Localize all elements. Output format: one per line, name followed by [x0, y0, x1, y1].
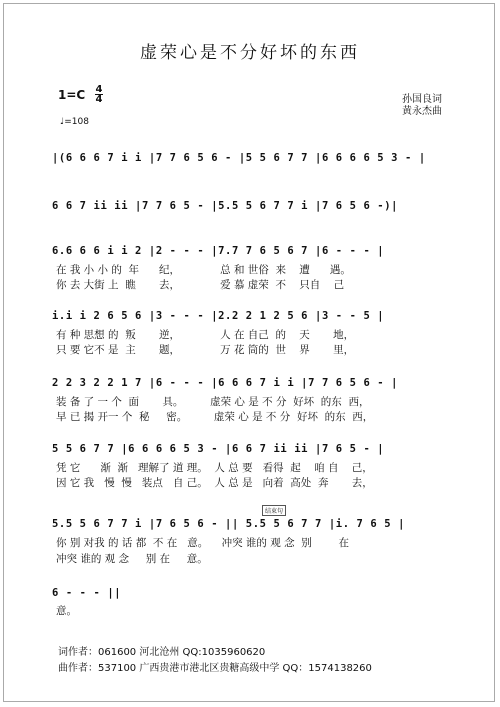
lyric-line-6: 早 已 揭 开一 个 秘 密。 虚荣 心 是 不 分 好坏 的东 西，: [56, 411, 374, 423]
lyric-line-1: 在 我 小 小 的 年 纪， 总 和 世俗 来 遭 遇。: [56, 264, 351, 276]
lyric-line-2: 你 去 大街 上 瞧 去， 爱 慕 虚荣 不 只自 己: [56, 279, 345, 291]
lyric-line-4: 只 要 它不 是 主 题， 万 花 筒的 世 界 里，: [56, 344, 355, 356]
footer-lyricist: 词作者：061600 河北沧州 QQ:1035960620: [58, 647, 266, 658]
lyric-line-7: 凭 它 渐 渐 理解了 道 理。 人 总 要 看得 起 咱 自 己，: [56, 462, 373, 474]
notation-line-6: 5 5 6 7 7 |6 6 6 6 5 3 - |6 6 7 ii ii |7 6 5 - |: [52, 443, 385, 455]
meter-bottom: 4: [95, 94, 103, 105]
tempo-mark: ♩=108: [60, 117, 89, 127]
time-signature: [95, 85, 103, 104]
lyric-line-3: 有 种 思想 的 叛 逆， 人 在 自己 的 天 地，: [56, 329, 355, 341]
composer-credit: 黄永杰曲: [402, 106, 442, 117]
lyric-line-8: 因 它 我 慢 慢 装点 自 己。 人 总 是 向着 高处 奔 去，: [56, 477, 373, 489]
lyricist-credit: 孙国良词: [402, 94, 442, 105]
notation-line-3: 6.6 6 6 i i 2 |2 - - - |7.7 7 6 5 6 7 |6 - - - |: [52, 245, 385, 257]
ending-box-label: 结束句: [262, 505, 286, 516]
lyric-line-5: 装 备 了 一 个 面 具。 虚荣 心 是 不 分 好坏 的东 西，: [56, 396, 370, 408]
song-title: 虚荣心是不分好坏的东西: [140, 43, 360, 63]
meter-top: 4: [95, 84, 103, 95]
notation-line-1: |(6 6 6 7 i i |7 7 6 5 6 - |5 5 6 7 7 |6 6 6 6 5 3 - |: [52, 152, 426, 164]
notation-line-4: i.i i 2 6 5 6 |3 - - - |2.2 2 1 2 5 6 |3 - - 5 |: [52, 310, 385, 322]
footer-composer: 曲作者：537100 广西贵港市港北区贵糖高级中学 QQ：1574138260: [58, 663, 372, 674]
notation-line-7: 5.5 5 6 7 7 i |7 6 5 6 - || 5.5 5 6 7 7 |i. 7 6 5 |: [52, 518, 405, 530]
notation-line-5: 2 2 3 2 2 1 7 |6 - - - |6 6 6 7 i i |7 7 6 5 6 - |: [52, 377, 399, 389]
lyric-line-11: 意。: [56, 605, 77, 617]
key-signature: 1=C: [58, 88, 86, 102]
lyric-line-10: 冲突 谁的 观 念 别 在 意。: [56, 553, 208, 565]
lyric-line-9: 你 别 对我 的 话 都 不 在 意。 冲突 谁的 观 念 别 在: [56, 537, 349, 549]
notation-line-2: 6 6 7 ii ii |7 7 6 5 - |5.5 5 6 7 7 i |7 6 5 6 -)|: [52, 200, 399, 212]
notation-line-8: 6 - - - ||: [52, 587, 122, 599]
